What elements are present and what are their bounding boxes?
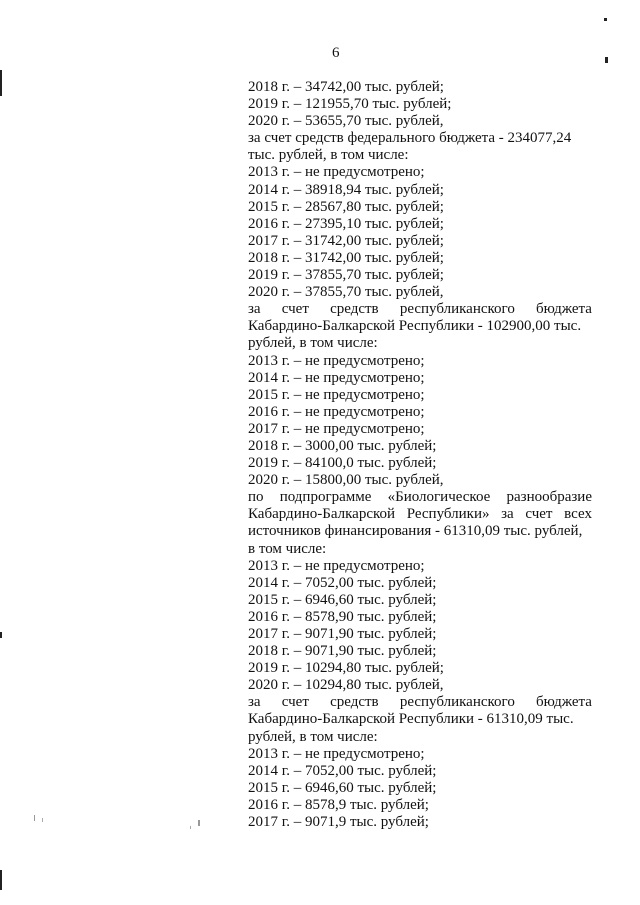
word: бюджета <box>536 301 592 318</box>
text-line: за счет средств федерального бюджета - 234077,24 <box>248 130 572 147</box>
text-line: 2018 г. – 34742,00 тыс. рублей; <box>248 79 444 95</box>
text-line <box>248 694 592 711</box>
text-line: 2013 г. – не предусмотрено; <box>248 557 425 574</box>
text-line: 2013 г. – не предусмотрено; <box>248 745 425 762</box>
text-line: 2019 г. – 84100,0 тыс. рублей; <box>248 455 437 472</box>
word: республиканского <box>399 694 515 711</box>
word: средств <box>330 301 379 318</box>
text-line: рублей, в том числе: <box>248 335 378 352</box>
text-line: 2014 г. – 7052,00 тыс. рублей; <box>248 574 437 591</box>
text-line: 2020 г. – 53655,70 тыс. рублей, <box>248 113 444 130</box>
scan-mark <box>0 632 2 638</box>
word: средств <box>330 694 379 711</box>
text-line: 2015 г. – 6946,60 тыс. рублей; <box>248 779 437 796</box>
scan-mark <box>42 818 43 822</box>
text-line: 2016 г. – 8578,9 тыс. рублей; <box>248 796 429 813</box>
text-line <box>248 301 592 318</box>
word: Кабардино-Балкарской <box>248 506 396 523</box>
scan-mark <box>34 815 35 821</box>
text-line: 2017 г. – 9071,9 тыс. рублей; <box>248 814 429 831</box>
text-line: 2017 г. – не предусмотрено; <box>248 420 425 437</box>
text-line: 2020 г. – 15800,00 тыс. рублей, <box>248 472 444 489</box>
text-line: 2016 г. – 27395,10 тыс. рублей; <box>248 215 444 232</box>
text-line: 2020 г. – 37855,70 тыс. рублей, <box>248 284 444 301</box>
text-line: 2019 г. – 37855,70 тыс. рублей; <box>248 267 444 284</box>
text-line: 2020 г. – 10294,80 тыс. рублей, <box>248 677 444 694</box>
word: за <box>501 506 514 523</box>
page-number: 6 <box>332 45 340 61</box>
text-line: 2016 г. – не предусмотрено; <box>248 403 425 420</box>
text-line <box>248 489 592 506</box>
text-line: 2016 г. – 8578,90 тыс. рублей; <box>248 608 437 625</box>
word: счет <box>281 301 309 318</box>
scan-mark <box>604 18 607 21</box>
text-line: 2019 г. – 121955,70 тыс. рублей; <box>248 96 452 113</box>
text-line: в том числе: <box>248 540 327 557</box>
text-line: 2017 г. – 31742,00 тыс. рублей; <box>248 232 444 249</box>
text-line: 2014 г. – 38918,94 тыс. рублей; <box>248 181 444 198</box>
text-line: 2015 г. – 28567,80 тыс. рублей; <box>248 198 444 215</box>
text-line: 2013 г. – не предусмотрено; <box>248 164 425 181</box>
word: «Биологическое <box>387 489 491 506</box>
text-line: 2018 г. – 9071,90 тыс. рублей; <box>248 643 437 660</box>
scan-mark <box>190 826 191 829</box>
word: Республики» <box>406 506 490 523</box>
text-line: источников финансирования - 61310,09 тыс. рублей, <box>248 523 583 540</box>
text-line: 2015 г. – 6946,60 тыс. рублей; <box>248 591 437 608</box>
scan-mark <box>198 820 200 826</box>
text-line: 2015 г. – не предусмотрено; <box>248 386 425 403</box>
scan-mark <box>605 57 608 63</box>
word: разнообразие <box>506 489 592 506</box>
text-line: Кабардино-Балкарской Республики - 61310,09 тыс. <box>248 711 574 728</box>
text-line: тыс. рублей, в том числе: <box>248 147 409 164</box>
text-line <box>248 506 592 523</box>
text-line: 2018 г. – 3000,00 тыс. рублей; <box>248 437 437 454</box>
text-line: Кабардино-Балкарской Республики - 102900,00 тыс. <box>248 318 582 335</box>
word: бюджета <box>536 694 592 711</box>
word: счет <box>281 694 309 711</box>
word: за <box>248 301 261 318</box>
word: всех <box>564 506 592 523</box>
text-line: 2017 г. – 9071,90 тыс. рублей; <box>248 626 437 642</box>
scan-mark <box>0 70 2 96</box>
text-line: 2014 г. – не предусмотрено; <box>248 369 425 386</box>
document-text <box>248 79 592 831</box>
word: республиканского <box>399 301 515 318</box>
word: счет <box>525 506 553 523</box>
word: подпрограмме <box>279 489 372 506</box>
word: по <box>248 489 264 506</box>
text-line: 2014 г. – 7052,00 тыс. рублей; <box>248 762 437 779</box>
text-line: 2018 г. – 31742,00 тыс. рублей; <box>248 249 444 266</box>
scan-mark <box>0 870 2 890</box>
text-line: рублей, в том числе: <box>248 728 378 745</box>
text-line: 2019 г. – 10294,80 тыс. рублей; <box>248 660 444 677</box>
word: за <box>248 694 261 711</box>
text-line: 2013 г. – не предусмотрено; <box>248 352 425 369</box>
